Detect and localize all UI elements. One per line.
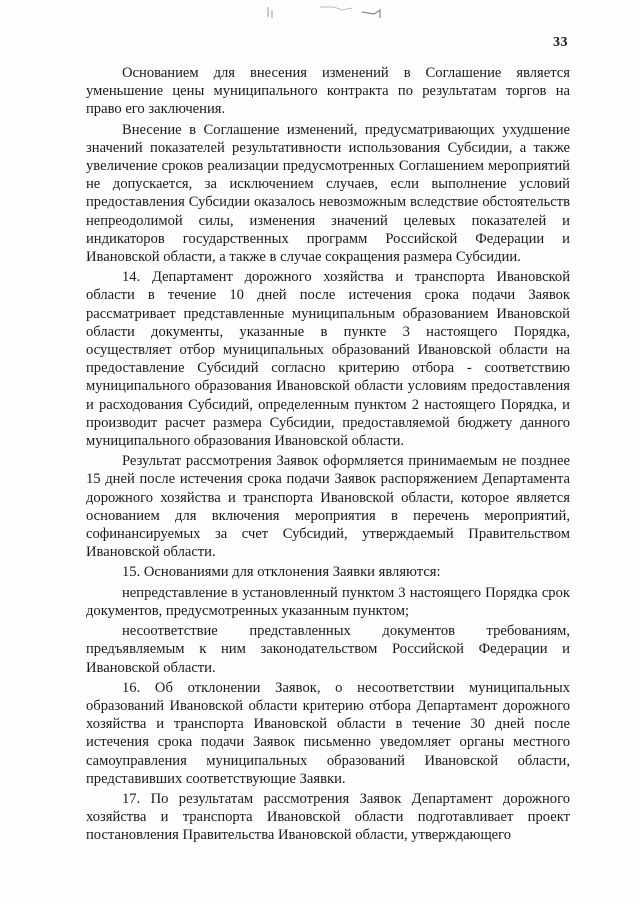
paragraph-basis-for-changes: Основанием для внесения изменений в Соглашение является уменьшение цены муниципального контракта по результатам торгов на право его заключения. [86,65,570,118]
document-body [86,64,570,845]
paragraph-changes-restrictions: Внесение в Соглашение изменений, предусматривающих ухудшение значений показателей результативности использования Субсидии, а также увеличение сроков реализации предусмотренных Соглашением мероприятий не допускается, за исключением случаев, если выполнение условий предоставления Субсидии оказалось невозможным вследствие обстоятельств непреодолимой силы, изменения значений целевых показателей и индикаторов государственных программ Российской Федерации и Ивановской области, а также в случае сокращения размера Субсидии. [86,121,570,266]
paragraph-17: 17. По результатам рассмотрения Заявок Департамент дорожного хозяйства и транспорта Ивановской области подготавливает проект постановления Правительства Ивановской области, утверждающего [86,790,570,844]
paragraph-14: 14. Департамент дорожного хозяйства и транспорта Ивановской области в течение 10 дней после истечения срока подачи Заявок рассматривает представленные муниципальным образованием Ивановской области документы, указанные в пункте 3 настоящего Порядка, осуществляет отбор муниципальных образований Ивановской области на предоставление Субсидий согласно критерию отбора - соответствию муниципального образования Ивановской области условиям предоставления и расходования Субсидий, определенным пунктом 2 настоящего Порядка, и производит расчет размера Субсидии, предоставляемой бюджету данного муниципального образования Ивановской области. [86,269,570,450]
paragraph-15: 15. Основаниями для отклонения Заявки являются: [122,564,441,581]
paragraph-16: 16. Об отклонении Заявок, о несоответствии муниципальных образований Ивановской области критерию отбора Департамент дорожного хозяйства и транспорта Ивановской области в течение 30 дней после истечения срока подачи Заявок письменно уведомляет органы местного самоуправления муниципальных образований Ивановской области, представивших соответствующие Заявки. [86,679,570,787]
paragraph-15-reason-1: непредставление в установленный пунктом 3 настоящего Порядка срок документов, предусмотренных указанным пунктом; [86,584,570,619]
scan-mark [262,4,387,20]
page-number: 33 [553,35,568,50]
paragraph-review-result: Результат рассмотрения Заявок оформляется принимаемым не позднее 15 дней после истечения срока подачи Заявок распоряжением Департамента дорожного хозяйства и транспорта Ивановской области, которое является основанием для включения мероприятия в перечень мероприятий, софинансируемых за счет Субсидий, утверждаемый Правительством Ивановской области. [86,453,570,561]
paragraph-15-reason-2: несоответствие представленных документов требованиям, предъявляемым к ним законодательством Российской Федерации и Ивановской области. [86,623,570,676]
